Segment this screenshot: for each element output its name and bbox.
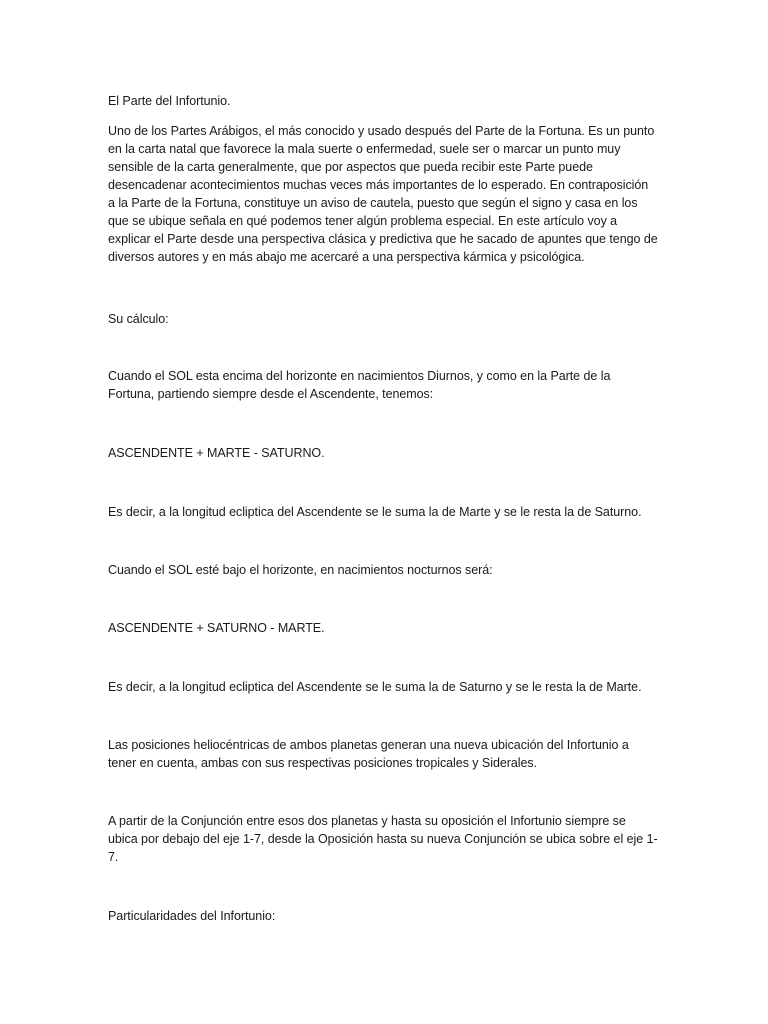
conj-line-1: A partir de la Conjunción entre esos dos planetas y hasta su oposición el Infortunio siempre se xyxy=(108,814,626,828)
intro-line-5: a la Parte de la Fortuna, constituye un aviso de cautela, puesto que según el signo y casa en los xyxy=(108,196,638,210)
conj-line-2: ubica por debajo del eje 1-7, desde la Oposición hasta su nueva Conjunción se ubica sobre el eje 1- xyxy=(108,832,658,846)
particularities-heading: Particularidades del Infortunio: xyxy=(108,909,276,923)
day-formula: ASCENDENTE + MARTE - SATURNO. xyxy=(108,446,325,460)
conj-line-3: 7. xyxy=(108,850,119,864)
intro-line-8: diversos autores y en más abajo me acercaré a una perspectiva kármica y psicológica. xyxy=(108,250,585,264)
night-formula: ASCENDENTE + SATURNO - MARTE. xyxy=(108,621,325,635)
intro-line-1: Uno de los Partes Arábigos, el más conocido y usado después del Parte de la Fortuna. Es un punto xyxy=(108,124,655,138)
intro-line-4: desencadenar acontecimientos muchas veces más importantes de lo esperado. En contraposición xyxy=(108,178,649,192)
night-explanation: Es decir, a la longitud ecliptica del Ascendente se le suma la de Saturno y se le resta la de Marte. xyxy=(108,680,642,694)
document-title: El Parte del Infortunio. xyxy=(108,94,231,108)
intro-line-6: que se ubique señala en qué podemos tener algún problema especial. En este artículo voy a xyxy=(108,214,618,228)
intro-line-2: en la carta natal que favorece la mala suerte o enfermedad, suele ser o marcar un punto muy xyxy=(108,142,621,156)
intro-line-3: sensible de la carta generalmente, que por aspectos que pueda recibir este Parte puede xyxy=(108,160,593,174)
helio-line-2: tener en cuenta, ambas con sus respectivas posiciones tropicales y Siderales. xyxy=(108,756,538,770)
intro-line-7: explicar el Parte desde una perspectiva clásica y predictiva que he sacado de apuntes que tengo de xyxy=(108,232,658,246)
helio-line-1: Las posiciones heliocéntricas de ambos planetas generan una nueva ubicación del Infortunio a xyxy=(108,738,629,752)
day-line-2: Fortuna, partiendo siempre desde el Ascendente, tenemos: xyxy=(108,387,434,401)
day-line-1: Cuando el SOL esta encima del horizonte en nacimientos Diurnos, y como en la Parte de la xyxy=(108,369,611,383)
night-intro: Cuando el SOL esté bajo el horizonte, en nacimientos nocturnos será: xyxy=(108,563,493,577)
day-explanation: Es decir, a la longitud ecliptica del Ascendente se le suma la de Marte y se le resta la de Saturno. xyxy=(108,505,642,519)
calc-heading: Su cálculo: xyxy=(108,312,169,326)
